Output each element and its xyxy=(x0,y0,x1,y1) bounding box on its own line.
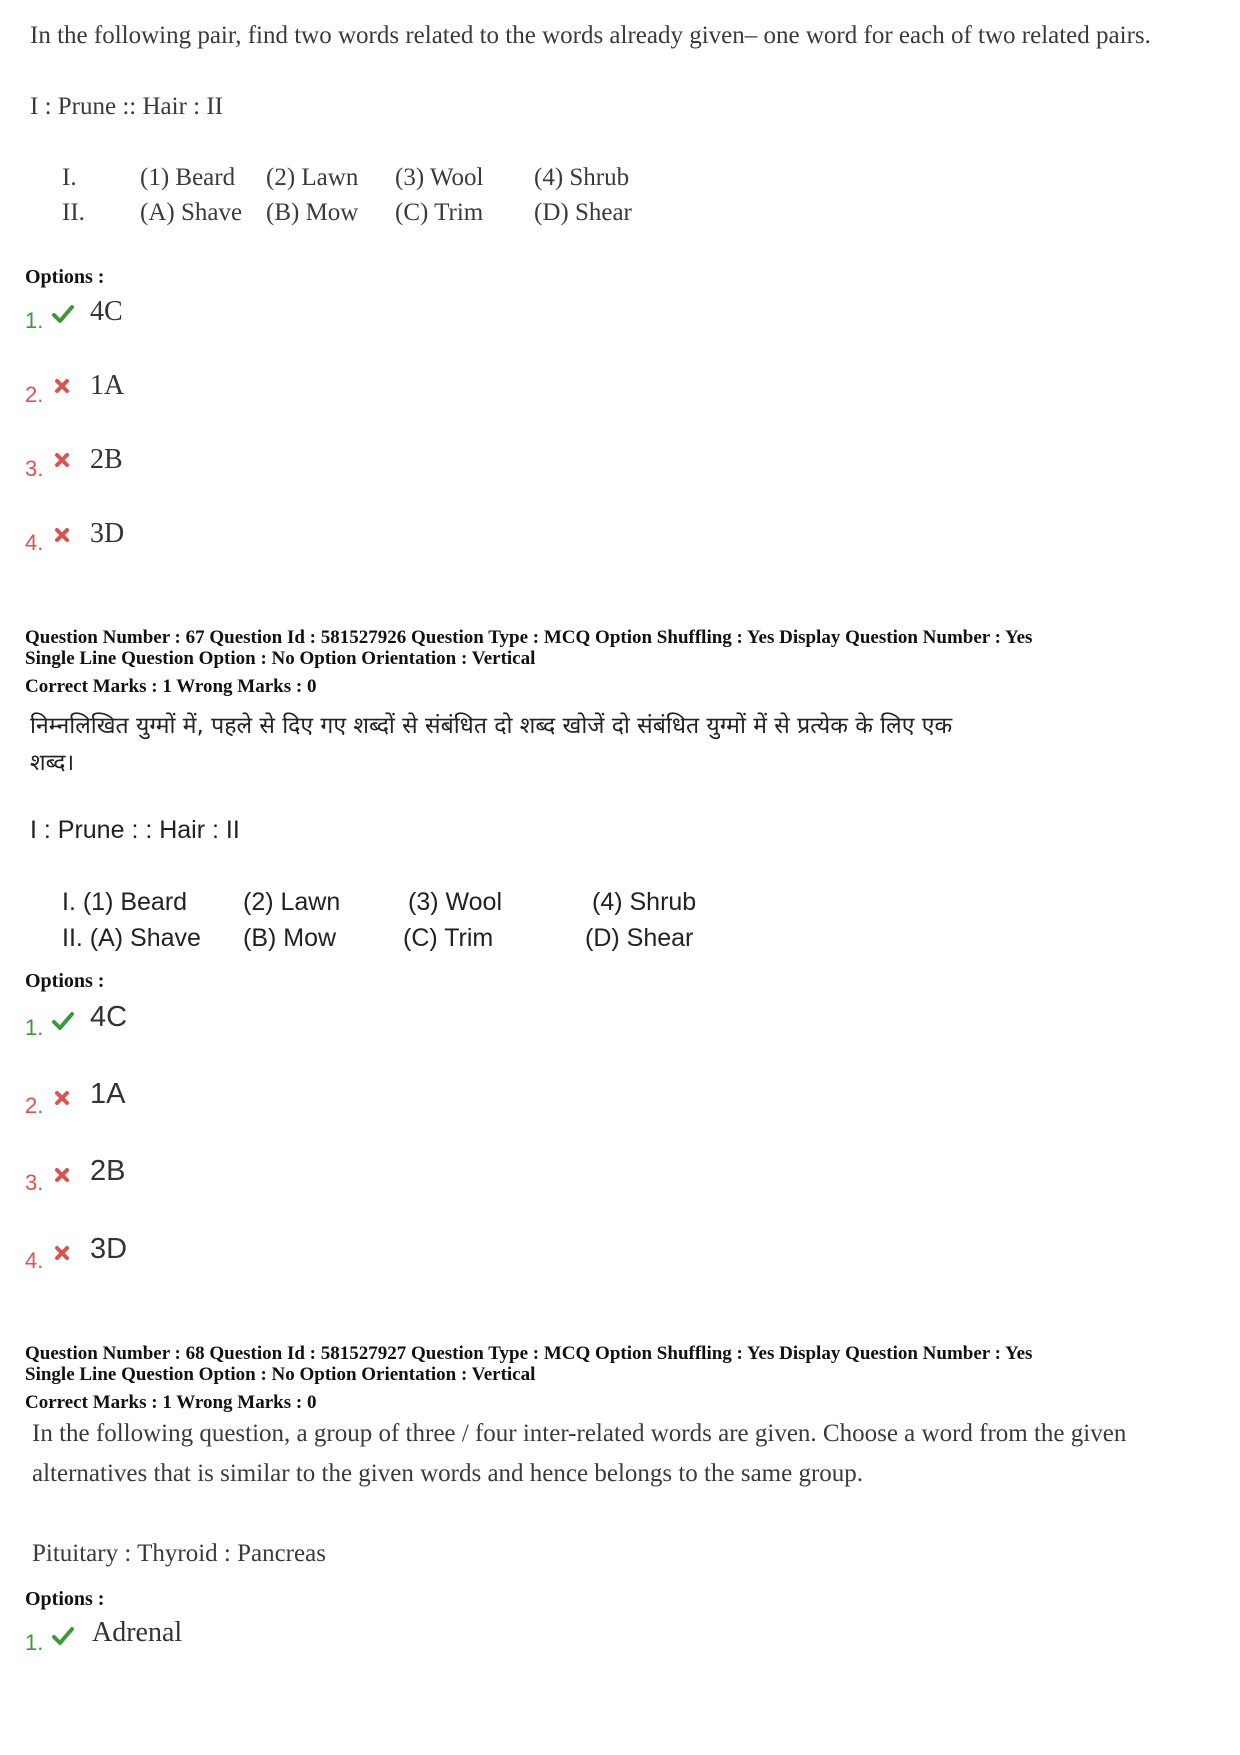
option-number: 4. xyxy=(25,530,44,555)
word-cell: (C) Trim xyxy=(403,924,494,952)
option-text[interactable]: 2B xyxy=(90,1155,126,1187)
options-label: Options : xyxy=(25,1588,105,1610)
option-text[interactable]: 3D xyxy=(90,1233,128,1265)
row-label-I: I. xyxy=(62,164,77,191)
cross-icon xyxy=(54,1090,70,1106)
word-cell: I. (1) Beard xyxy=(62,888,188,916)
question-instruction: In the following pair, find two words related to the words already given– one word for each of two related pairs. xyxy=(30,22,1151,49)
option-number: 1. xyxy=(25,1630,44,1655)
question-meta-2: Single Line Question Option : No Option Orientation : Vertical xyxy=(25,1364,536,1385)
option-number: 4. xyxy=(25,1248,44,1273)
option-number: 1. xyxy=(25,308,44,333)
option-number: 2. xyxy=(25,382,44,407)
hindi-instruction-2: शब्द। xyxy=(30,750,75,776)
check-icon xyxy=(52,303,74,325)
word-cell: (B) Mow xyxy=(243,924,337,952)
word-cell: (D) Shear xyxy=(585,924,694,952)
cross-icon xyxy=(54,378,70,394)
hindi-instruction: निम्नलिखित युग्मों में, पहले से दिए गए शब्दों से संबंधित दो शब्द खोजें दो संबंधित युग्मों में से प्रत्येक के लिए एक xyxy=(30,713,953,739)
option-text[interactable]: 1A xyxy=(90,1078,126,1110)
word-cell: (C) Trim xyxy=(395,199,484,226)
marks-line: Correct Marks : 1 Wrong Marks : 0 xyxy=(25,676,317,697)
question-meta-2: Single Line Question Option : No Option Orientation : Vertical xyxy=(25,648,536,669)
check-icon xyxy=(52,1010,74,1032)
group-line: Pituitary : Thyroid : Pancreas xyxy=(32,1540,326,1567)
word-cell: (4) Shrub xyxy=(534,164,630,191)
options-label: Options : xyxy=(25,266,105,288)
cross-icon xyxy=(54,452,70,468)
row-label-II: II. xyxy=(62,199,85,226)
question-meta: Question Number : 68 Question Id : 581527927 Question Type : MCQ Option Shuffling : Yes Display Question Number : Yes xyxy=(25,1343,1033,1364)
question-instruction: In the following question, a group of three / four inter-related words are given. Choose a word from the given xyxy=(32,1420,1127,1447)
pair-line: I : Prune :: Hair : II xyxy=(30,93,224,120)
option-text[interactable]: 1A xyxy=(90,370,125,401)
cross-icon xyxy=(54,527,70,543)
question-meta: Question Number : 67 Question Id : 581527926 Question Type : MCQ Option Shuffling : Yes Display Question Number : Yes xyxy=(25,627,1033,648)
options-label: Options : xyxy=(25,970,105,992)
word-cell: (B) Mow xyxy=(266,199,359,226)
cross-icon xyxy=(54,1167,70,1183)
option-text[interactable]: 2B xyxy=(90,444,123,475)
word-cell: (2) Lawn xyxy=(243,888,341,916)
cross-icon xyxy=(54,1245,70,1261)
word-cell: II. (A) Shave xyxy=(62,924,201,952)
option-text[interactable]: 4C xyxy=(90,296,123,327)
option-text[interactable]: Adrenal xyxy=(92,1617,183,1648)
word-cell: (1) Beard xyxy=(140,164,236,191)
marks-line: Correct Marks : 1 Wrong Marks : 0 xyxy=(25,1392,317,1413)
check-icon xyxy=(52,1625,74,1647)
option-number: 2. xyxy=(25,1093,44,1118)
word-cell: (3) Wool xyxy=(408,888,503,916)
word-cell: (3) Wool xyxy=(395,164,484,191)
word-cell: (4) Shrub xyxy=(592,888,697,916)
word-cell: (D) Shear xyxy=(534,199,632,226)
word-cell: (A) Shave xyxy=(140,199,243,226)
word-cell: (2) Lawn xyxy=(266,164,359,191)
option-number: 3. xyxy=(25,456,44,481)
option-text[interactable]: 3D xyxy=(90,518,125,549)
question-instruction-2: alternatives that is similar to the given words and hence belongs to the same group. xyxy=(32,1460,864,1487)
option-number: 3. xyxy=(25,1170,44,1195)
option-text[interactable]: 4C xyxy=(90,1001,128,1033)
option-number: 1. xyxy=(25,1015,44,1040)
pair-line: I : Prune : : Hair : II xyxy=(30,816,240,844)
